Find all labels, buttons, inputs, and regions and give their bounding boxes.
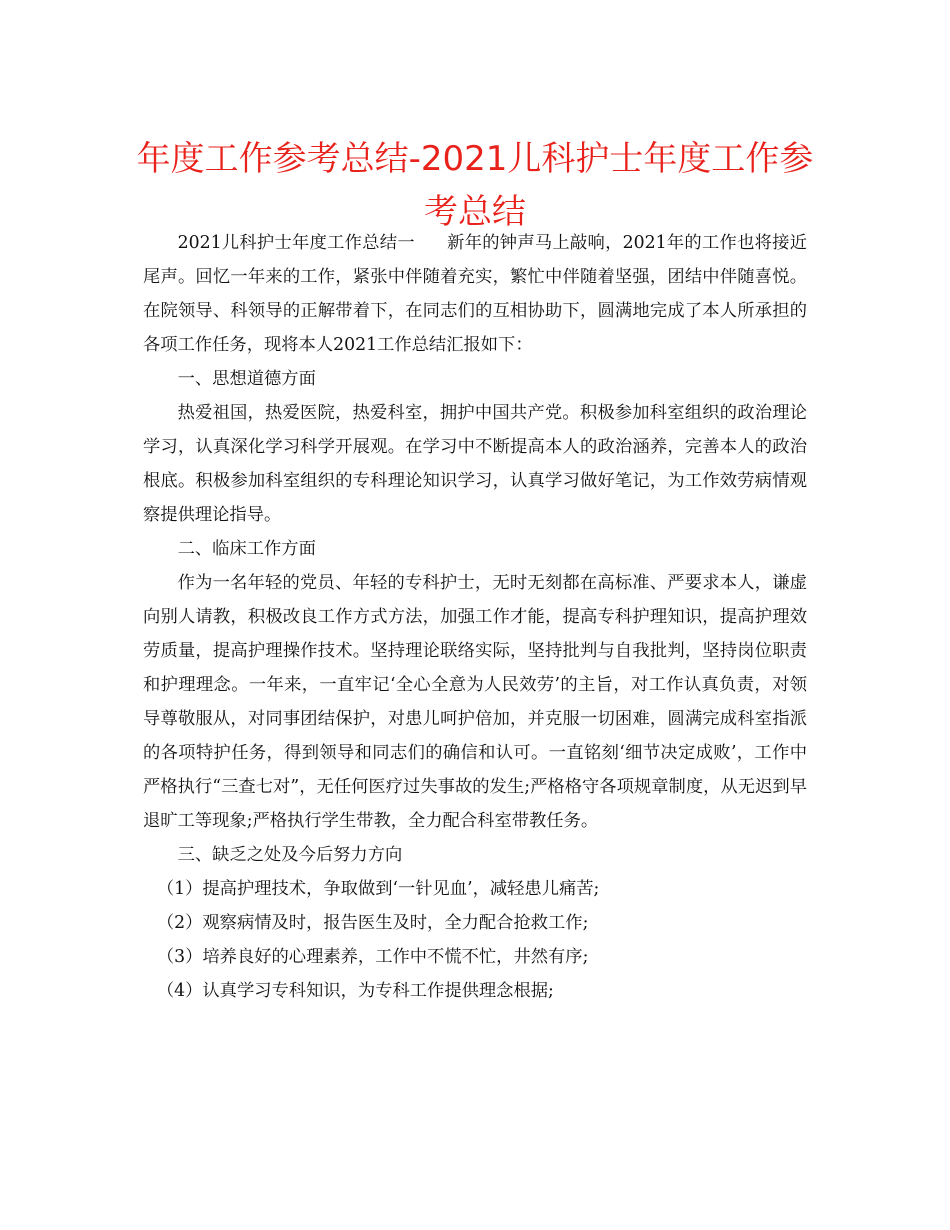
list-item: （3）培养良好的心理素养，工作中不慌不忙，井然有序; bbox=[156, 947, 589, 967]
section3-heading: 三、缺乏之处及今后努力方向 bbox=[177, 845, 403, 865]
intro-paragraph bbox=[143, 226, 807, 362]
list-item: （2）观察病情及时，报告医生及时，全力配合抢救工作; bbox=[156, 913, 589, 933]
list-item: （4）认真学习专科知识，为专科工作提供理念根据; bbox=[156, 981, 554, 1001]
document-title: 年度工作参考总结-2021儿科护士年度工作参考总结 bbox=[136, 139, 814, 232]
section2-heading: 二、临床工作方面 bbox=[177, 539, 316, 559]
document-body bbox=[143, 226, 807, 1008]
section1-paragraph: 热爱祖国，热爱医院，热爱科室，拥护中国共产党。积极参加科室组织的政治理论学习，认真深化学习科学开展观。在学习中不断提高本人的政治涵养，完善本人的政治根底。积极参加科室组织的专科理论知识学习，认真学习做好笔记，为工作效劳病情观察提供理论指导。 bbox=[143, 403, 807, 525]
section2-paragraph: 作为一名年轻的党员、年轻的专科护士，无时无刻都在高标准、严要求本人，谦虚向别人请教，积极改良工作方式方法，加强工作才能，提高专科护理知识，提高护理效劳质量，提高护理操作技术。坚持理论联络实际，坚持批判与自我批判，坚持岗位职责和护理理念。一年来，一直牢记‘全心全意为人民效劳’的主旨，对工作认真负责，对领导尊敬服从，对同事团结保护，对患儿呵护倍加，并克服一切困难，圆满完成科室指派的各项特护任务，得到领导和同志们的确信和认可。一直铭刻‘细节决定成败’，工作中严格执行“三查七对”，无任何医疗过失事故的发生;严格格守各项规章制度，从无迟到早退旷工等现象;严格执行学生带教，全力配合科室带教任务。 bbox=[143, 573, 807, 831]
intro-text: 新年的钟声马上敲响，2021年的工作也将接近尾声。回忆一年来的工作，紧张中伴随着充实，繁忙中伴随着坚强，团结中伴随喜悦。在院领导、科领导的正解带着下，在同志们的互相协助下，圆满地完成了本人所承担的各项工作任务，现将本人2021工作总结汇报如下： bbox=[143, 233, 807, 355]
intro-heading: 2021儿科护士年度工作总结一 bbox=[177, 233, 415, 253]
section1-heading: 一、思想道德方面 bbox=[177, 369, 316, 389]
list-item: （1）提高护理技术，争取做到‘一针见血’，减轻患儿痛苦; bbox=[156, 879, 600, 899]
